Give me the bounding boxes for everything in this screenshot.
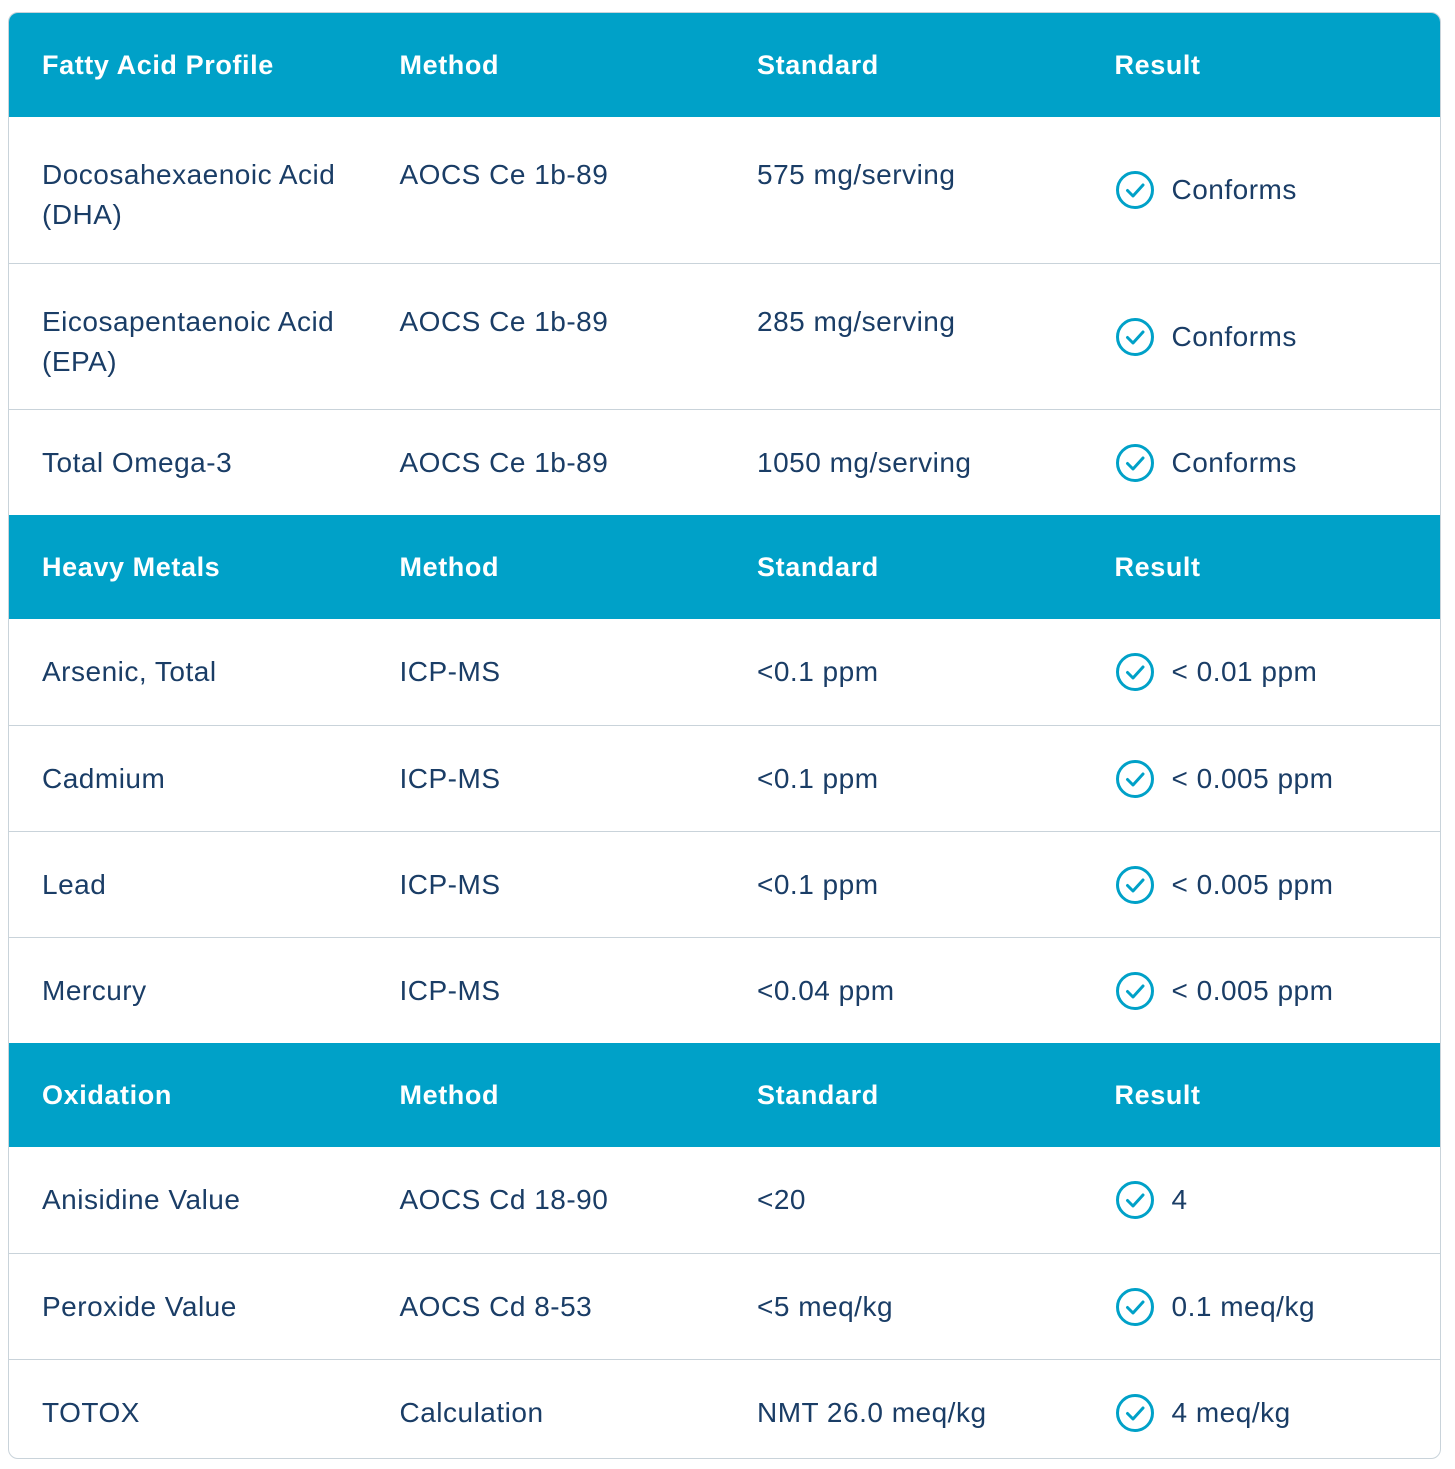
row-standard: <20	[757, 1184, 806, 1215]
row-name: Cadmium	[42, 762, 166, 794]
row-result	[1082, 938, 1441, 1043]
result-value: Conforms	[1171, 320, 1297, 352]
row-result	[1082, 1360, 1441, 1459]
check-circle-icon	[1115, 317, 1155, 357]
header-category: Heavy Metals	[42, 552, 221, 582]
test-results-table	[8, 12, 1441, 1459]
header-standard: Standard	[757, 1080, 879, 1110]
row-method: AOCS Ce 1b-89	[399, 159, 609, 190]
row-method: AOCS Cd 8-53	[399, 1290, 593, 1322]
header-method: Method	[399, 552, 500, 582]
header-method: Method	[399, 1080, 500, 1110]
result-value: 4 meq/kg	[1171, 1396, 1291, 1428]
row-name: Peroxide Value	[42, 1290, 237, 1322]
row-standard: 575 mg/serving	[757, 159, 956, 190]
table-row	[9, 725, 1440, 831]
result-value: 4	[1171, 1184, 1188, 1215]
row-name: Arsenic, Total	[42, 656, 217, 687]
row-name: Mercury	[42, 974, 147, 1006]
row-standard: <0.1 ppm	[757, 868, 879, 900]
result-value: 0.1 meq/kg	[1171, 1290, 1316, 1322]
table-row	[9, 1359, 1440, 1459]
header-standard: Standard	[757, 552, 879, 582]
check-circle-icon	[1115, 1393, 1155, 1433]
row-result	[1082, 410, 1441, 515]
row-standard: 1050 mg/serving	[757, 446, 972, 478]
section-header-fatty-acid-profile	[9, 13, 1440, 117]
row-name: TOTOX	[42, 1396, 140, 1428]
check-circle-icon	[1115, 652, 1155, 692]
table-row	[9, 1147, 1440, 1253]
check-circle-icon	[1115, 971, 1155, 1011]
row-method: ICP-MS	[399, 868, 501, 900]
check-circle-icon	[1115, 170, 1155, 210]
result-value: Conforms	[1171, 446, 1297, 478]
table-row	[9, 619, 1440, 725]
result-value: < 0.005 ppm	[1171, 868, 1334, 900]
row-method: Calculation	[399, 1396, 544, 1428]
table-row	[9, 263, 1440, 409]
row-standard: <0.1 ppm	[757, 762, 879, 794]
header-standard: Standard	[757, 50, 879, 80]
row-result	[1082, 619, 1441, 725]
row-result	[1082, 264, 1441, 409]
result-value: < 0.005 ppm	[1171, 762, 1334, 794]
row-name: Lead	[42, 868, 107, 900]
row-result	[1082, 832, 1441, 937]
row-name: Docosahexaenoic Acid (DHA)	[42, 159, 336, 230]
result-value: < 0.005 ppm	[1171, 974, 1334, 1006]
row-name: Anisidine Value	[42, 1184, 241, 1215]
row-result	[1082, 1147, 1441, 1253]
section-header-heavy-metals	[9, 515, 1440, 619]
row-method: AOCS Ce 1b-89	[399, 446, 609, 478]
header-result: Result	[1114, 1080, 1201, 1110]
section-header-oxidation	[9, 1043, 1440, 1147]
row-standard: <5 meq/kg	[757, 1290, 894, 1322]
row-method: AOCS Ce 1b-89	[399, 306, 609, 337]
row-result	[1082, 117, 1441, 263]
check-circle-icon	[1115, 443, 1155, 483]
row-method: ICP-MS	[399, 656, 501, 687]
check-circle-icon	[1115, 1180, 1155, 1220]
row-method: ICP-MS	[399, 762, 501, 794]
result-value: < 0.01 ppm	[1171, 656, 1318, 687]
table-row	[9, 409, 1440, 515]
row-name: Eicosapentaenoic Acid (EPA)	[42, 306, 335, 377]
header-result: Result	[1114, 50, 1201, 80]
check-circle-icon	[1115, 1287, 1155, 1327]
row-standard: 285 mg/serving	[757, 306, 956, 337]
row-result	[1082, 1254, 1441, 1359]
table-row	[9, 117, 1440, 263]
table-row	[9, 831, 1440, 937]
row-method: ICP-MS	[399, 974, 501, 1006]
header-result: Result	[1114, 552, 1201, 582]
row-name: Total Omega-3	[42, 446, 233, 478]
row-method: AOCS Cd 18-90	[399, 1184, 609, 1215]
header-category: Oxidation	[42, 1080, 172, 1110]
row-standard: NMT 26.0 meq/kg	[757, 1396, 987, 1428]
header-category: Fatty Acid Profile	[42, 50, 274, 80]
row-result	[1082, 726, 1441, 831]
table-row	[9, 1253, 1440, 1359]
check-circle-icon	[1115, 865, 1155, 905]
row-standard: <0.1 ppm	[757, 656, 879, 687]
result-value: Conforms	[1171, 174, 1297, 205]
check-circle-icon	[1115, 759, 1155, 799]
header-method: Method	[399, 50, 500, 80]
row-standard: <0.04 ppm	[757, 974, 895, 1006]
table-row	[9, 937, 1440, 1043]
